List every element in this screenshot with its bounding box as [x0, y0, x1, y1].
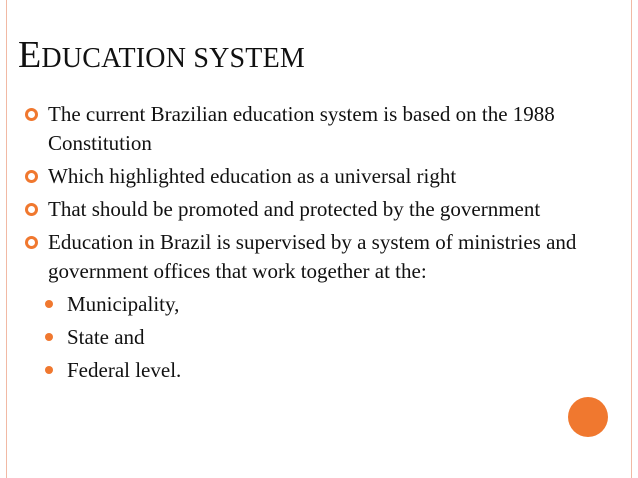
- sub-bullet-text: Federal level.: [67, 358, 182, 382]
- title-rest: DUCATION SYSTEM: [41, 43, 305, 74]
- title-first-letter: E: [18, 34, 42, 76]
- sub-bullet-text: State and: [67, 325, 145, 349]
- right-frame-line: [631, 0, 632, 478]
- ring-bullet-icon: [25, 170, 38, 183]
- bullet-item-supervision: [24, 228, 599, 286]
- bullet-text: Education in Brazil is supervised by a system of ministries and government offices that work together at the:: [48, 230, 577, 283]
- sub-bullet-item-state: [24, 323, 599, 352]
- ring-bullet-icon: [25, 236, 38, 249]
- bullet-item-constitution: [24, 100, 599, 158]
- bullet-item-government: [24, 195, 599, 224]
- bullet-text: The current Brazilian education system is based on the 1988 Constitution: [48, 102, 555, 155]
- dot-bullet-icon: [45, 366, 53, 374]
- bullet-text: Which highlighted education as a universal right: [48, 164, 457, 188]
- bullet-text: That should be promoted and protected by the government: [48, 197, 541, 221]
- orange-circle-icon: [568, 397, 608, 437]
- sub-bullet-item-municipality: [24, 290, 599, 319]
- bullet-item-universal-right: [24, 162, 599, 191]
- left-frame-line: [6, 0, 7, 478]
- dot-bullet-icon: [45, 300, 53, 308]
- slide-content: [24, 100, 599, 389]
- sub-bullet-text: Municipality,: [67, 292, 180, 316]
- dot-bullet-icon: [45, 333, 53, 341]
- slide-title: [18, 36, 305, 74]
- ring-bullet-icon: [25, 203, 38, 216]
- sub-bullet-item-federal: [24, 356, 599, 385]
- ring-bullet-icon: [25, 108, 38, 121]
